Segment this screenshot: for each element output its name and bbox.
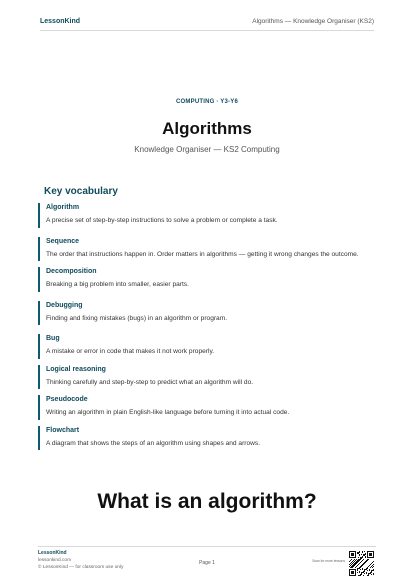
vocab-term: Algorithm — [46, 204, 80, 211]
footer-copyright: © LessonKind — for classroom use only — [38, 565, 124, 570]
qr-caption: Scan for more lessons — [312, 559, 345, 563]
vocab-term: Debugging — [46, 301, 83, 309]
vocab-item — [38, 395, 370, 420]
page-subtitle: Knowledge Organiser — KS2 Computing — [134, 145, 280, 154]
vocab-term: Logical reasoning — [46, 365, 106, 373]
vocab-definition: Breaking a big problem into smaller, easier parts. — [46, 281, 189, 288]
vocabulary-heading: Key vocabulary — [44, 186, 118, 197]
vocab-definition: A mistake or error in code that makes it not work properly. — [46, 348, 215, 355]
qr-code-icon[interactable] — [349, 551, 374, 576]
vocab-definition: Writing an algorithm in plain English-like language before turning it into actual code. — [46, 409, 290, 416]
page-header — [40, 14, 374, 28]
vocab-item — [38, 203, 370, 228]
vocab-term: Flowchart — [46, 426, 80, 434]
vocab-definition: A precise set of step-by-step instructions to solve a problem or complete a task. — [46, 217, 278, 224]
vocab-item — [38, 426, 370, 451]
vocab-item — [38, 365, 370, 390]
footer-site: lessonkind.com — [38, 558, 72, 563]
vocab-definition: Thinking carefully and step-by-step to predict what an algorithm will do. — [46, 378, 254, 386]
vocab-term: Sequence — [46, 237, 80, 245]
vocab-definition: The order that instructions happen in. Order matters in algorithms — getting it wrong changes the outcome. — [46, 250, 359, 258]
vocab-item — [38, 267, 370, 292]
page-title: Algorithms — [162, 119, 252, 138]
footer-brand: LessonKind — [38, 550, 67, 556]
header-divider — [40, 30, 374, 31]
vocab-item — [38, 301, 370, 326]
vocabulary-list — [38, 203, 370, 450]
header-doc-title: Algorithms — Knowledge Organiser (KS2) — [252, 17, 374, 25]
vocab-term: Pseudocode — [46, 396, 88, 403]
footer-page-number: Page 1 — [199, 560, 215, 566]
header-brand: LessonKind — [40, 17, 81, 25]
section-heading-what-is-algorithm: What is an algorithm? — [97, 490, 317, 513]
subject-kicker: COMPUTING · Y3-Y6 — [176, 99, 238, 105]
vocab-definition: Finding and fixing mistakes (bugs) in an algorithm or program. — [46, 314, 228, 322]
vocab-term: Decomposition — [46, 268, 97, 275]
vocab-term: Bug — [46, 335, 60, 342]
vocab-item — [38, 237, 370, 262]
vocab-definition: A diagram that shows the steps of an algorithm using shapes and arrows. — [46, 439, 261, 447]
vocab-item — [38, 334, 370, 359]
footer-divider — [38, 546, 376, 547]
